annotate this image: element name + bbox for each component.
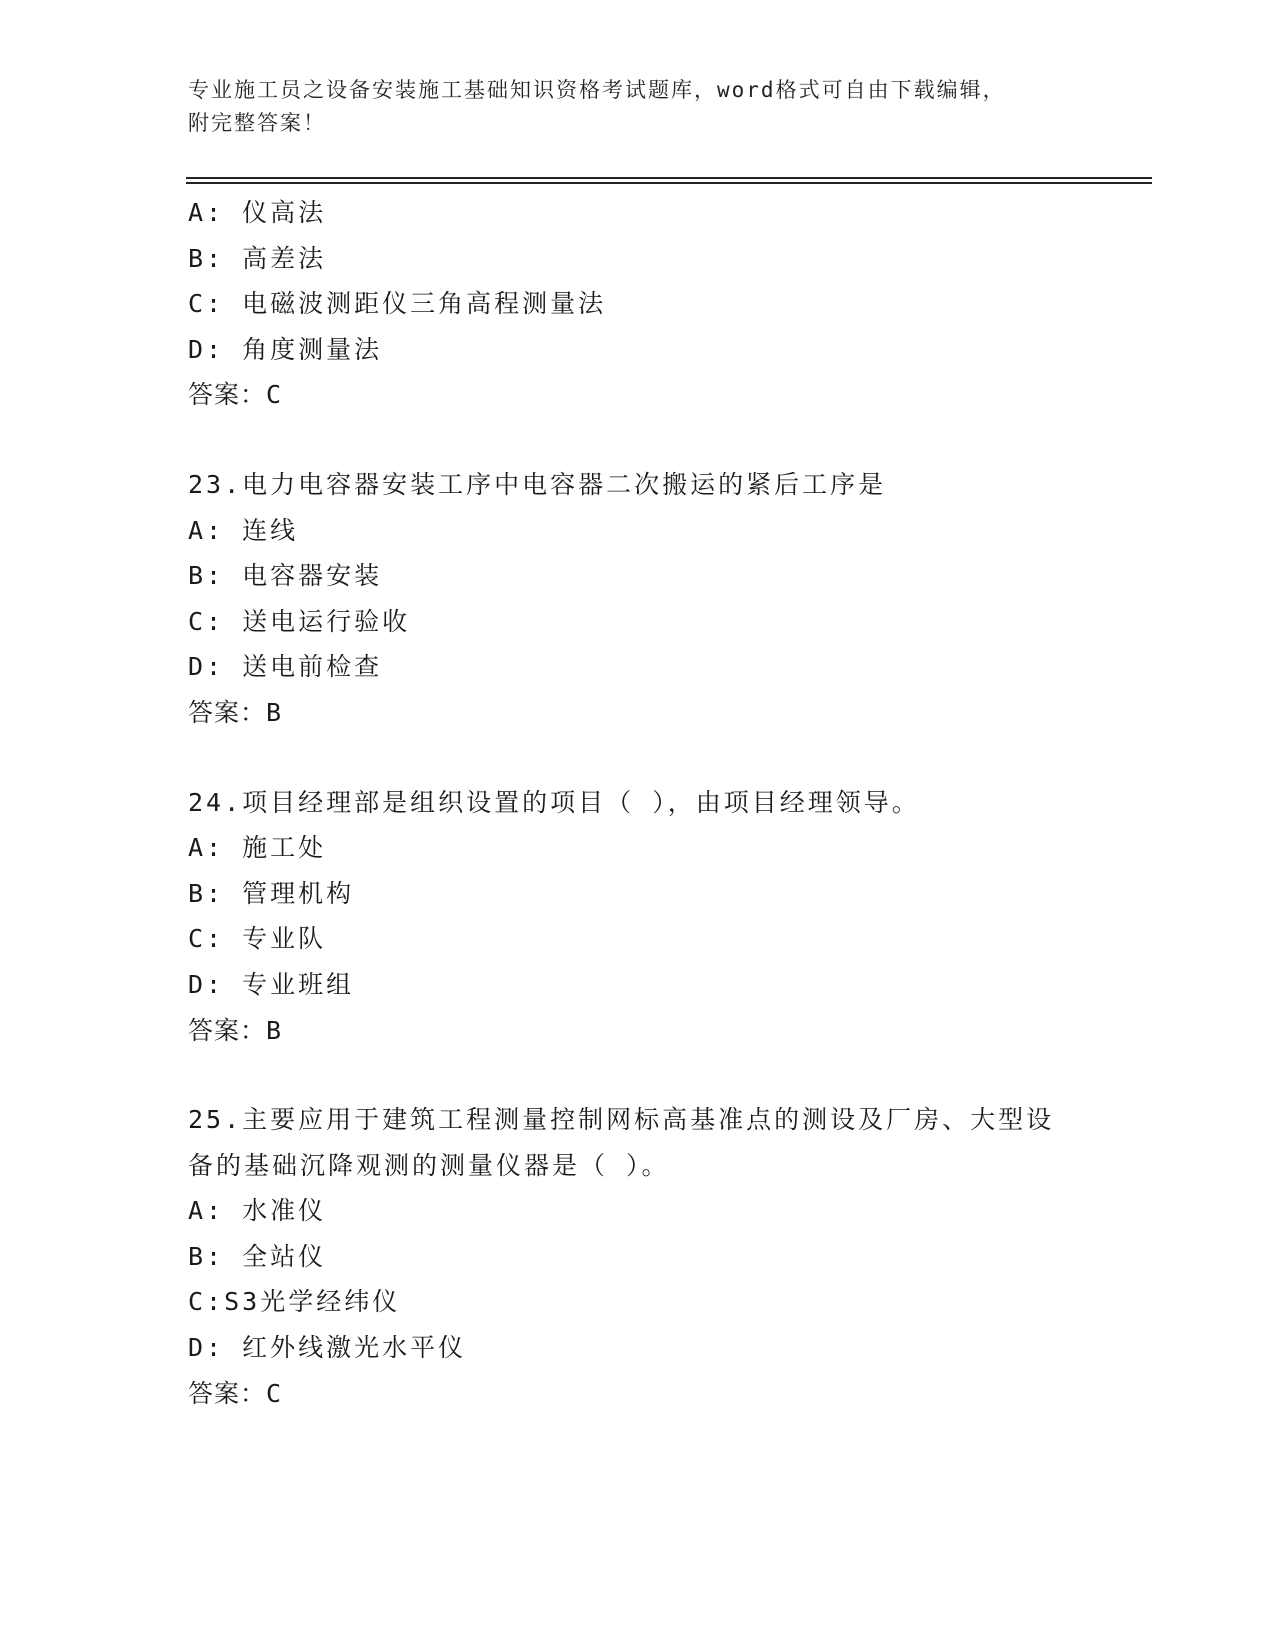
option-a [188, 825, 1088, 871]
answer-line [188, 1371, 1088, 1417]
option-letter: C: [188, 289, 225, 319]
answer-label: 答案： [188, 380, 267, 410]
answer-label: 答案： [188, 697, 267, 727]
option-text: 全站仪 [242, 1241, 327, 1271]
option-b [188, 553, 1088, 599]
option-text: 电容器安装 [242, 561, 383, 591]
option-text: 专业队 [242, 924, 327, 954]
spacer [188, 1053, 1088, 1097]
option-a [188, 1188, 1088, 1234]
option-b [188, 236, 1088, 282]
header-line-2: 附完整答案！ [188, 111, 326, 135]
option-d [188, 644, 1088, 690]
answer-label: 答案： [188, 1378, 267, 1408]
option-letter: A: [188, 198, 225, 227]
spacer [188, 418, 1088, 462]
question-24 [188, 780, 1088, 1054]
option-text: 高差法 [242, 243, 327, 273]
option-letter: B: [188, 243, 225, 273]
option-c [188, 1279, 1088, 1325]
spacer [188, 736, 1088, 780]
option-letter: A: [188, 1196, 225, 1226]
answer-line [188, 690, 1088, 736]
option-letter: C: [188, 924, 225, 954]
option-c [188, 916, 1088, 962]
option-d [188, 1325, 1088, 1371]
option-letter: D: [188, 1333, 225, 1363]
answer-value: B [266, 697, 283, 727]
answer-label: 答案： [188, 1015, 267, 1045]
answer-line [188, 372, 1088, 418]
option-text: 连线 [242, 515, 299, 545]
option-text: 送电运行验收 [242, 606, 411, 636]
option-letter: D: [188, 334, 225, 364]
answer-line [188, 1008, 1088, 1054]
option-letter: A: [188, 515, 225, 545]
option-letter: C: [188, 606, 225, 636]
option-letter: B: [188, 561, 225, 591]
option-text: 仪高法 [242, 198, 327, 227]
option-letter: A: [188, 833, 225, 863]
option-text: S3光学经纬仪 [224, 1287, 401, 1317]
document-header [188, 74, 1088, 140]
option-letter: B: [188, 878, 225, 908]
option-letter: B: [188, 1241, 225, 1271]
header-rule-bottom [186, 182, 1152, 184]
option-text: 施工处 [242, 833, 327, 863]
option-d [188, 327, 1088, 373]
question-stem: 23.电力电容器安装工序中电容器二次搬运的紧后工序是 [188, 469, 887, 499]
option-letter: D: [188, 969, 225, 999]
question-22-continued [188, 190, 1088, 418]
option-text: 红外线激光水平仪 [242, 1333, 467, 1363]
option-letter: C: [188, 1287, 225, 1317]
question-stem: 24.项目经理部是组织设置的项目（ ），由项目经理领导。 [188, 787, 920, 817]
option-a [188, 190, 1088, 236]
option-d [188, 962, 1088, 1008]
answer-value: B [266, 1015, 283, 1045]
option-text: 水准仪 [242, 1196, 327, 1226]
option-text: 送电前检查 [242, 652, 383, 682]
option-text: 电磁波测距仪三角高程测量法 [242, 289, 607, 319]
header-line-1: 专业施工员之设备安装施工基础知识资格考试题库，word格式可自由下载编辑， [188, 78, 1006, 102]
option-b [188, 1234, 1088, 1280]
option-c [188, 599, 1088, 645]
question-23 [188, 462, 1088, 736]
answer-value: C [266, 1378, 283, 1408]
option-letter: D: [188, 652, 225, 682]
question-list [188, 190, 1088, 1416]
question-stem-line-2: 备的基础沉降观测的测量仪器是（ ）。 [188, 1150, 670, 1180]
option-text: 专业班组 [242, 969, 355, 999]
question-25 [188, 1097, 1088, 1416]
option-text: 角度测量法 [242, 334, 383, 364]
answer-value: C [266, 380, 283, 410]
question-stem-line-1: 25.主要应用于建筑工程测量控制网标高基准点的测设及厂房、大型设 [188, 1105, 1055, 1135]
option-text: 管理机构 [242, 878, 355, 908]
option-b [188, 871, 1088, 917]
option-c [188, 281, 1088, 327]
header-rule-top [186, 177, 1152, 179]
option-a [188, 508, 1088, 554]
